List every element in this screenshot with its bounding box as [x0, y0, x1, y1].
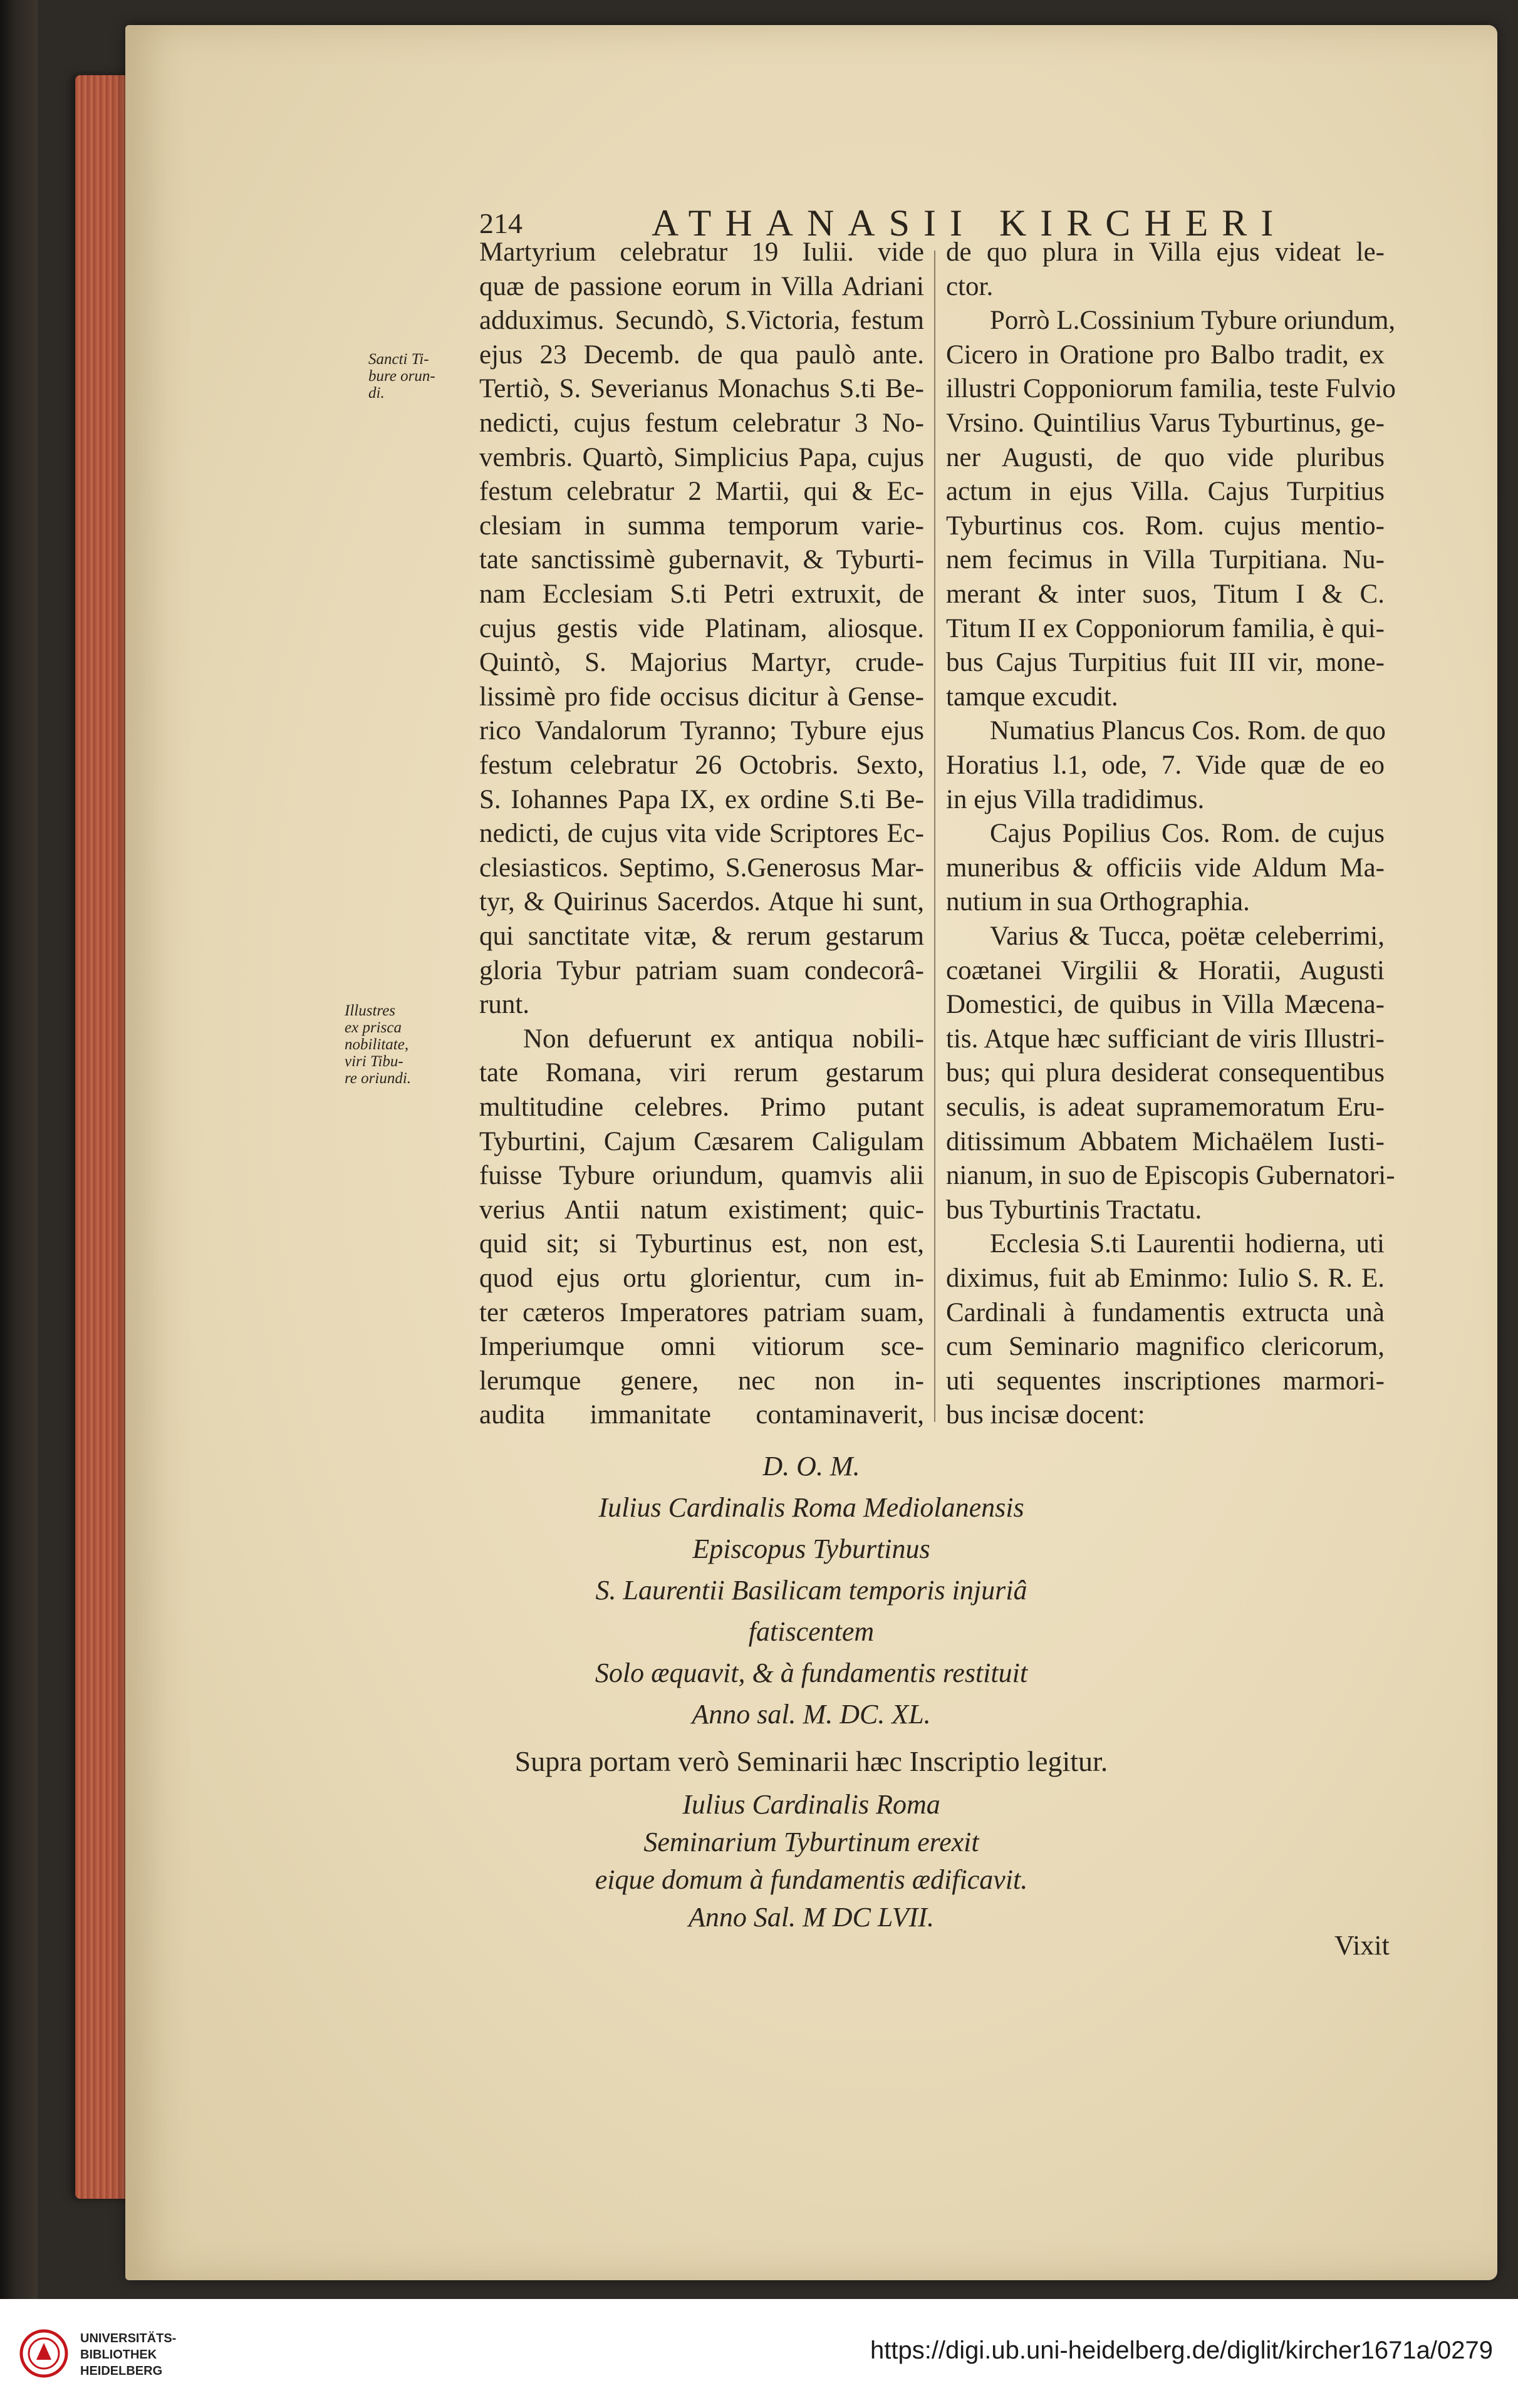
text-line: tate sanctissimè gubernavit, & Tyburti-: [479, 545, 924, 575]
interstitial-line: Supra portam verò Seminarii hæc Inscriptio legitur.: [514, 1745, 1108, 1777]
inscription-line: Anno Sal. M DC LVII.: [689, 1902, 934, 1933]
text-line: coætanei Virgilii & Horatii, Augusti: [946, 955, 1385, 985]
text-line: festum celebratur 2 Martii, qui & Ec-: [479, 477, 924, 507]
text-line: nem fecimus in Villa Turpitiana. Nu-: [946, 545, 1385, 575]
text-line: audita immanitate contaminaverit,: [479, 1400, 924, 1430]
catchword: Vixit: [1334, 1930, 1390, 1961]
text-line: muneribus & officiis vide Aldum Ma-: [946, 853, 1385, 883]
margin-note-line: bure orun-: [368, 368, 435, 385]
text-line: adduximus. Secundò, S.Victoria, festum: [479, 306, 924, 336]
text-line: Horatius l.1, ode, 7. Vide quæ de eo: [946, 750, 1385, 780]
text-line: tamque excudit.: [946, 682, 1118, 712]
text-line: lerumque genere, nec non in-: [479, 1366, 924, 1396]
column-divider: [934, 251, 935, 1422]
text-line: in ejus Villa tradidimus.: [946, 784, 1205, 814]
text-line: rico Vandalorum Tyranno; Tybure ejus: [479, 716, 924, 746]
book-spine: [0, 0, 38, 2299]
text-line: nianum, in suo de Episcopis Gubernatori-: [946, 1161, 1395, 1191]
text-line: bus Tyburtinis Tractatu.: [946, 1195, 1202, 1225]
text-line: Cicero in Oratione pro Balbo tradit, ex: [946, 340, 1385, 370]
text-line: Non defuerunt ex antiqua nobili-: [523, 1024, 924, 1054]
text-line: Cardinali à fundamentis extructa unà: [946, 1297, 1385, 1327]
inscription-line: Iulius Cardinalis Roma Mediolanensis: [598, 1492, 1024, 1523]
inscription-line: fatiscentem: [748, 1616, 875, 1647]
text-line: Numatius Plancus Cos. Rom. de quo: [990, 716, 1386, 746]
footer-bar: [0, 2299, 1518, 2408]
text-line: verius Antii natum existiment; quic-: [479, 1195, 924, 1225]
margin-note-line: viri Tibu-: [345, 1053, 403, 1070]
text-line: clesiasticos. Septimo, S.Generosus Mar-: [479, 853, 924, 883]
text-line: cum Seminario magnifico clericorum,: [946, 1332, 1385, 1362]
text-line: Cajus Popilius Cos. Rom. de cujus: [990, 819, 1385, 849]
text-line: fuisse Tybure oriundum, quamvis alii: [479, 1161, 924, 1191]
inscription-line: S. Laurentii Basilicam temporis injuriâ: [595, 1575, 1027, 1606]
text-line: ner Augusti, de quo vide pluribus: [946, 442, 1385, 472]
text-line: clesiam in summa temporum varie-: [479, 511, 924, 541]
text-line: Porrò L.Cossinium Tybure oriundum,: [990, 306, 1396, 336]
margin-note-nobles: [345, 1002, 411, 1087]
margin-note-line: re oriundi.: [345, 1070, 412, 1087]
text-line: uti sequentes inscriptiones marmori-: [946, 1366, 1385, 1396]
text-line: ditissimum Abbatem Michaëlem Iusti-: [946, 1126, 1385, 1156]
text-line: festum celebratur 26 Octobris. Sexto,: [479, 750, 924, 780]
book-page: [125, 25, 1497, 2280]
text-line: Imperiumque omni vitiorum sce-: [479, 1332, 924, 1362]
text-line: ctor.: [946, 271, 994, 301]
text-line: actum in ejus Villa. Cajus Turpitius: [946, 477, 1385, 507]
text-line: runt.: [479, 990, 530, 1020]
text-line: quod ejus ortu glorientur, cum in-: [479, 1264, 924, 1293]
text-line: bus Cajus Turpitius fuit III vir, mone-: [946, 648, 1385, 678]
text-line: quid sit; si Tyburtinus est, non est,: [479, 1229, 924, 1259]
margin-note-line: Sancti Ti-: [368, 351, 429, 368]
text-line: illustri Copponiorum familia, teste Fulvio: [946, 374, 1396, 404]
text-line: Martyrium celebratur 19 Iulii. vide: [479, 237, 924, 267]
inscription-line: D. O. M.: [762, 1451, 860, 1482]
text-line: multitudine celebres. Primo putant: [479, 1092, 924, 1122]
text-line: de quo plura in Villa ejus videat le-: [946, 237, 1385, 267]
running-title: ATHANASII KIRCHERI: [652, 202, 1287, 244]
text-line: quæ de passione eorum in Villa Adriani: [479, 271, 924, 301]
text-line: Domestici, de quibus in Villa Mæcena-: [946, 990, 1385, 1020]
margin-note-line: Illustres: [345, 1002, 396, 1019]
text-line: nedicti, cujus festum celebratur 3 No-: [479, 408, 924, 438]
text-line: Ecclesia S.ti Laurentii hodierna, uti: [990, 1229, 1385, 1259]
inscription-line: Solo æquavit, & à fundamentis restituit: [595, 1658, 1028, 1688]
text-line: lissimè pro fide occisus dicitur à Gense-: [479, 682, 924, 712]
text-line: nedicti, de cujus vita vide Scriptores Ec-: [479, 819, 924, 849]
text-line: merant & inter suos, Titum I & C.: [946, 579, 1385, 609]
text-line: vembris. Quartò, Simplicius Papa, cujus: [479, 442, 924, 472]
text-line: Titum II ex Copponiorum familia, è qui-: [946, 613, 1385, 643]
text-line: S. Iohannes Papa IX, ex ordine S.ti Be-: [479, 784, 924, 814]
text-line: nam Ecclesiam S.ti Petri extruxit, de: [479, 579, 924, 609]
inscription-line: Episcopus Tyburtinus: [692, 1534, 930, 1564]
text-line: Tyburtini, Cajum Cæsarem Caligulam: [479, 1126, 924, 1156]
text-line: bus incisæ docent:: [946, 1400, 1145, 1430]
inscription-line: Iulius Cardinalis Roma: [682, 1789, 940, 1820]
university-seal-icon: [19, 2325, 69, 2382]
page-number: 214: [479, 207, 522, 239]
margin-note-line: di.: [368, 385, 385, 402]
source-url[interactable]: https://digi.ub.uni-heidelberg.de/diglit/kircher1671a/0279: [870, 2337, 1493, 2364]
text-line: seculis, is adeat supramemoratum Eru-: [946, 1092, 1385, 1122]
inscription-line: Anno sal. M. DC. XL.: [692, 1699, 931, 1730]
text-line: ter cæteros Imperatores patriam suam,: [479, 1297, 924, 1327]
text-line: bus; qui plura desiderat consequentibus: [946, 1058, 1385, 1088]
text-line: Quintò, S. Majorius Martyr, crude-: [479, 648, 924, 678]
margin-note-line: ex prisca: [345, 1019, 402, 1036]
text-line: Vrsino. Quintilius Varus Tyburtinus, ge-: [946, 408, 1385, 438]
text-line: Tyburtinus cos. Rom. cujus mentio-: [946, 511, 1385, 541]
text-line: tis. Atque hæc sufficiant de viris Illustri-: [946, 1024, 1385, 1054]
text-line: Tertiò, S. Severianus Monachus S.ti Be-: [479, 374, 924, 404]
margin-note-line: nobilitate,: [345, 1036, 409, 1053]
inscription-line: eique domum à fundamentis ædificavit.: [595, 1864, 1028, 1895]
text-line: tyr, & Quirinus Sacerdos. Atque hi sunt,: [479, 887, 924, 917]
text-line: Varius & Tucca, poëtæ celeberrimi,: [990, 921, 1385, 951]
text-line: gloria Tybur patriam suam condecorâ-: [479, 955, 924, 985]
library-name: UNIVERSITÄTS- BIBLIOTHEK HEIDELBERG: [80, 2332, 177, 2378]
text-line: nutium in sua Orthographia.: [946, 887, 1250, 917]
text-line: qui sanctitate vitæ, & rerum gestarum: [479, 921, 924, 951]
text-line: diximus, fuit ab Eminmo: Iulio S. R. E.: [946, 1264, 1385, 1293]
text-line: tate Romana, viri rerum gestarum: [479, 1058, 924, 1088]
text-line: ejus 23 Decemb. de qua paulò ante.: [479, 340, 924, 370]
inscription-line: Seminarium Tyburtinum erexit: [643, 1827, 979, 1857]
text-line: cujus gestis vide Platinam, aliosque.: [479, 613, 924, 643]
margin-note-saints: [368, 351, 435, 402]
